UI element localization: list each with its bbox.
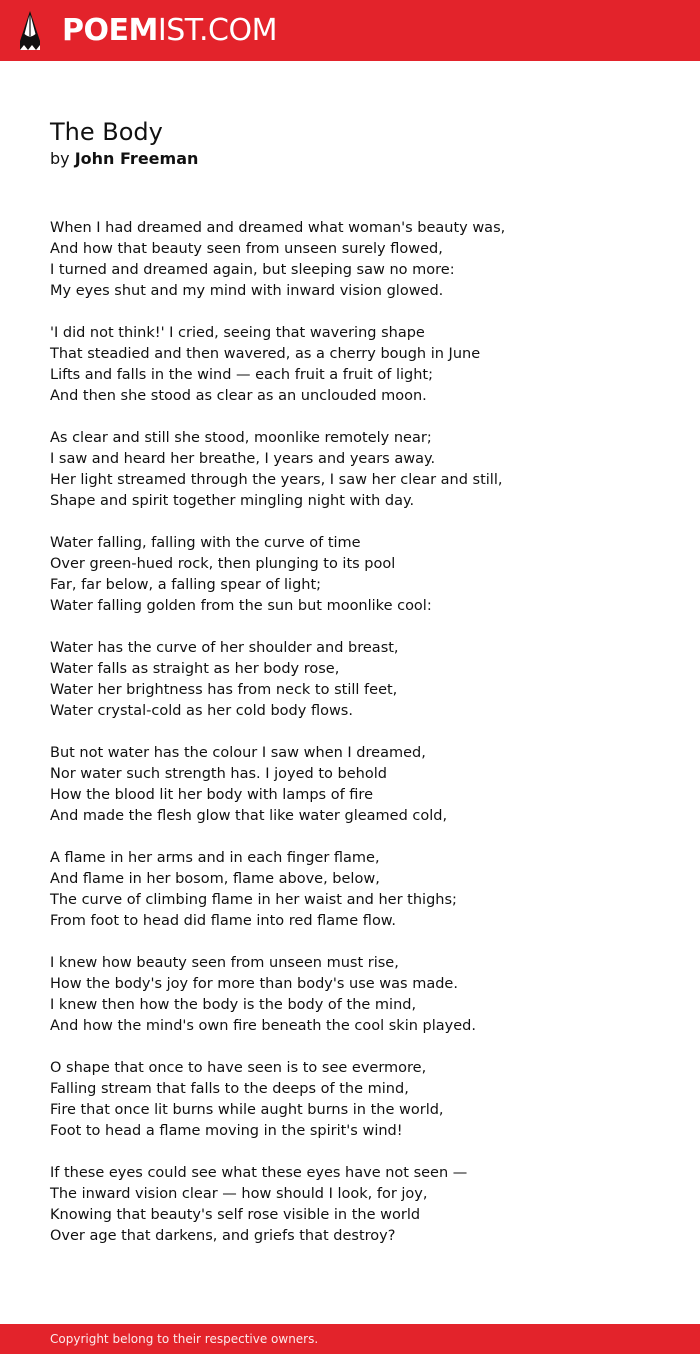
by-label: by — [50, 149, 70, 168]
poem-line: Water her brightness has from neck to still feet, — [50, 682, 398, 698]
brand-light: IST.COM — [157, 13, 277, 48]
poem-line: But not water has the colour I saw when I dreamed, — [50, 745, 426, 761]
brand-bold: POEM — [62, 13, 158, 48]
poem-line: I knew how beauty seen from unseen must rise, — [50, 955, 399, 971]
poem-line: Falling stream that falls to the deeps of the mind, — [50, 1081, 409, 1097]
poem-line: And made the flesh glow that like water gleamed cold, — [50, 808, 448, 824]
poem-stanza — [50, 323, 670, 407]
poem-line: I knew then how the body is the body of the mind, — [50, 997, 417, 1013]
poem-line: Foot to head a flame moving in the spirit's wind! — [50, 1123, 403, 1139]
site-header — [0, 0, 700, 61]
poem-stanza — [50, 638, 670, 722]
poem-line: The inward vision clear — how should I look, for joy, — [50, 1186, 428, 1202]
poem-line: Far, far below, a falling spear of light; — [50, 577, 322, 593]
poem-line: Water crystal-cold as her cold body flows. — [50, 703, 353, 719]
poem-line: Water falling golden from the sun but moonlike cool: — [50, 598, 432, 614]
poem-line: My eyes shut and my mind with inward vision glowed. — [50, 283, 444, 299]
poem-line: That steadied and then wavered, as a cherry bough in June — [50, 346, 481, 362]
poem-line: Water falling, falling with the curve of time — [50, 535, 361, 551]
poem-stanza — [50, 428, 670, 512]
poem-line: How the body's joy for more than body's use was made. — [50, 976, 458, 992]
poem-line: 'I did not think!' I cried, seeing that wavering shape — [50, 325, 425, 341]
poem-line: The curve of climbing flame in her waist and her thighs; — [50, 892, 457, 908]
site-logo-text[interactable] — [62, 12, 277, 50]
poem-line: And how the mind's own fire beneath the cool skin played. — [50, 1018, 476, 1034]
poem-stanza — [50, 848, 670, 932]
poem-stanza — [50, 743, 670, 827]
poem-title: The Body — [50, 118, 163, 146]
poem-author: John Freeman — [74, 149, 199, 168]
poem-stanza — [50, 218, 670, 302]
poem-line: Her light streamed through the years, I saw her clear and still, — [50, 472, 503, 488]
poem-line: Lifts and falls in the wind — each fruit a fruit of light; — [50, 367, 433, 383]
poem-line: Water falls as straight as her body rose, — [50, 661, 340, 677]
poem-line: As clear and still she stood, moonlike remotely near; — [50, 430, 432, 446]
poem-stanza — [50, 1058, 670, 1142]
poem-stanza — [50, 953, 670, 1037]
copyright-text: Copyright belong to their respective owners. — [50, 1332, 319, 1346]
poem-line: How the blood lit her body with lamps of fire — [50, 787, 374, 803]
pen-nib-icon[interactable] — [18, 10, 42, 51]
poem-line: When I had dreamed and dreamed what woman's beauty was, — [50, 220, 506, 236]
poem-body — [50, 218, 670, 1268]
poem-line: And then she stood as clear as an unclouded moon. — [50, 388, 427, 404]
poem-line: Water has the curve of her shoulder and breast, — [50, 640, 399, 656]
poem-line: Fire that once lit burns while aught burns in the world, — [50, 1102, 444, 1118]
poem-line: Shape and spirit together mingling night with day. — [50, 493, 415, 509]
poem-line: Over age that darkens, and griefs that destroy? — [50, 1228, 396, 1244]
poem-line: And how that beauty seen from unseen surely flowed, — [50, 241, 443, 257]
poem-line: O shape that once to have seen is to see evermore, — [50, 1060, 427, 1076]
poem-line: And flame in her bosom, flame above, below, — [50, 871, 380, 887]
poem-byline — [50, 148, 198, 170]
poem-line: I turned and dreamed again, but sleeping saw no more: — [50, 262, 455, 278]
poem-line: If these eyes could see what these eyes have not seen — — [50, 1165, 468, 1181]
poem-line: From foot to head did flame into red flame flow. — [50, 913, 396, 929]
poem-line: Over green-hued rock, then plunging to its pool — [50, 556, 396, 572]
poem-stanza — [50, 1163, 670, 1247]
poem-line: Knowing that beauty's self rose visible in the world — [50, 1207, 421, 1223]
poem-line: A flame in her arms and in each finger flame, — [50, 850, 380, 866]
site-footer — [0, 1324, 700, 1354]
poem-stanza — [50, 533, 670, 617]
poem-line: Nor water such strength has. I joyed to behold — [50, 766, 387, 782]
poem-line: I saw and heard her breathe, I years and years away. — [50, 451, 436, 467]
